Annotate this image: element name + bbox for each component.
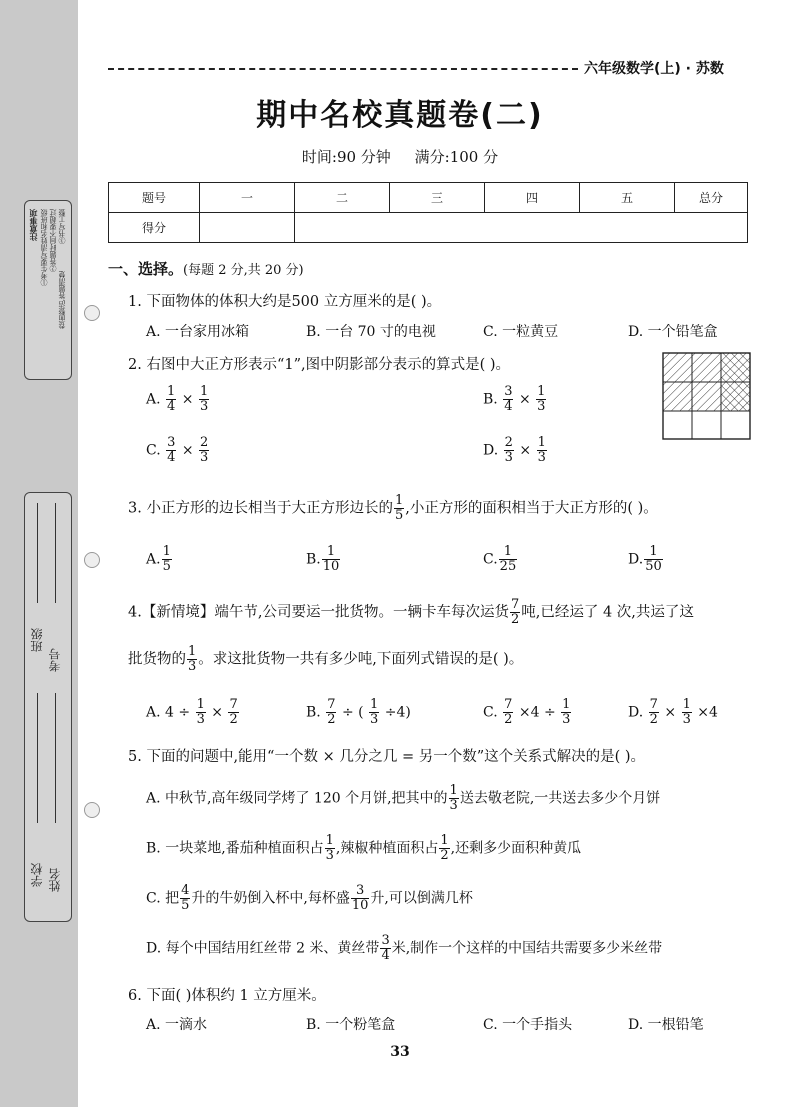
note-4: 卷面整洁,答题清楚 xyxy=(58,271,66,330)
question-4-line-2: 批货物的 $\frac{1}{3}$ 。求这批货物一共有多少吨,下面列式错误的是( )。 xyxy=(128,644,524,674)
question-5: 5. 下面的问题中,能用“一个数 × 几分之几 = 另一个数”这个关系式解决的是( )。 xyxy=(128,749,646,765)
fraction: $\frac{1}{3}$ xyxy=(537,384,546,414)
section-heading xyxy=(108,258,304,279)
new-context-tag: 【新情境】 xyxy=(141,604,215,621)
note-2: ②答题时间不要超过 xyxy=(49,209,57,272)
fraction: $\frac{3}{4}$ xyxy=(167,435,176,465)
binding-hole xyxy=(84,552,100,568)
fraction: $\frac{1}{4}$ xyxy=(167,384,176,414)
q4-option-b[interactable]: B. $\frac{7}{2}$ ÷ ( $\frac{1}{3}$ ÷4) xyxy=(306,697,411,727)
fraction: $\frac{3}{4}$ xyxy=(504,384,513,414)
table-cell: 总分 xyxy=(675,183,748,213)
student-info-box xyxy=(24,492,72,922)
table-cell: 四 xyxy=(485,183,580,213)
note-1: ①考生要写清姓名和班级 xyxy=(40,209,48,286)
table-cell: 得分 xyxy=(109,213,200,243)
question-4: 4.【新情境】端午节,公司要运一批货物。一辆卡车每次运货 $\frac{7}{2}$ 吨,已经运了 4 次,共运了这 xyxy=(128,597,694,627)
fraction: $\frac{1}{3}$ xyxy=(199,384,209,414)
question-3 xyxy=(128,494,658,523)
q6-option-c[interactable]: C. 一个手指头 xyxy=(483,1017,573,1033)
q6-option-a[interactable]: A. 一滴水 xyxy=(146,1017,208,1033)
option-label: A. xyxy=(146,391,161,408)
binding-hole xyxy=(84,802,100,818)
table-cell: 题号 xyxy=(109,183,200,213)
q1-option-b[interactable]: B. 一台 70 寸的电视 xyxy=(306,324,436,340)
score-input-cell[interactable] xyxy=(295,213,748,243)
notes-title: 注意事项 xyxy=(28,209,38,241)
q3-option-b[interactable]: B. $\frac{1}{10}$ xyxy=(306,544,340,574)
times-sign: × xyxy=(181,442,194,459)
header-rule xyxy=(108,68,578,70)
q1-option-c[interactable]: C. 一粒黄豆 xyxy=(483,324,559,340)
score-table xyxy=(108,182,748,243)
class-field-label: 班级 xyxy=(30,628,44,652)
exam-meta xyxy=(0,146,800,167)
section-note: (每题 2 分,共 20 分) xyxy=(183,263,304,278)
q3-stem-part: 3. 小正方形的边长相当于大正方形边长的 xyxy=(128,500,393,517)
q4-option-c[interactable]: C. $\frac{7}{2}$ ×4 ÷ $\frac{1}{3}$ xyxy=(483,697,571,727)
binding-hole xyxy=(84,305,100,321)
question-1: 1. 下面物体的体积大约是500 立方厘米的是( )。 xyxy=(128,294,442,310)
note-3: ③书写工整 xyxy=(58,209,66,244)
q2-option-d[interactable] xyxy=(483,436,548,465)
q5-option-a[interactable]: A. 中秋节,高年级同学烤了 120 个月饼,把其中的 $\frac{1}{3}$ 送去敬老院,一共送去多少个月饼 xyxy=(146,783,661,813)
times-sign: × xyxy=(518,391,531,408)
page-number: 33 xyxy=(390,1044,410,1060)
q1-option-a[interactable]: A. 一台家用冰箱 xyxy=(146,324,250,340)
page-title: 期中名校真题卷(二) xyxy=(256,98,544,133)
times-sign: × xyxy=(181,391,194,408)
question-2: 2. 右图中大正方形表示“1”,图中阴影部分表示的算式是( )。 xyxy=(128,357,511,373)
option-label: B. xyxy=(483,391,498,408)
series-label: 六年级数学(上) · 苏数 xyxy=(584,61,724,77)
school-field-label: 学校 xyxy=(30,863,44,887)
fraction: $\frac{1}{3}$ xyxy=(537,435,546,465)
notes-box xyxy=(24,200,72,380)
q4-option-a[interactable]: A. 4 ÷ $\frac{1}{3}$ × $\frac{7}{2}$ xyxy=(146,697,238,727)
q6-option-b[interactable]: B. 一个粉笔盒 xyxy=(306,1017,396,1033)
q1-option-d[interactable]: D. 一个铅笔盒 xyxy=(628,324,718,340)
q6-option-d[interactable]: D. 一根铅笔 xyxy=(628,1017,704,1033)
q3-option-a[interactable]: A. $\frac{1}{5}$ xyxy=(146,544,171,574)
section-title: 一、选择。 xyxy=(108,260,184,278)
q4-option-d[interactable]: D. $\frac{7}{2}$ × $\frac{1}{3}$ ×4 xyxy=(628,697,718,727)
table-cell: 五 xyxy=(580,183,675,213)
fraction: $\frac{2}{3}$ xyxy=(200,435,209,465)
table-cell: 三 xyxy=(390,183,485,213)
table-row xyxy=(109,183,748,213)
id-field-label: 考号 xyxy=(48,648,62,672)
q2-option-c[interactable] xyxy=(146,436,210,465)
table-cell: 一 xyxy=(200,183,295,213)
q3-option-c[interactable]: C. $\frac{1}{25}$ xyxy=(483,544,517,574)
score-input-cell[interactable] xyxy=(200,213,295,243)
time-limit: 时间:90 分钟 xyxy=(301,148,391,166)
q5-option-d[interactable]: D. 每个中国结用红丝带 2 米、黄丝带 $\frac{3}{4}$ 米,制作一个这样的中国结共需要多少米丝带 xyxy=(146,933,663,963)
table-cell: 二 xyxy=(295,183,390,213)
q2-option-a[interactable] xyxy=(146,385,210,414)
q5-option-c[interactable]: C. 把 $\frac{4}{5}$ 升的牛奶倒入杯中,每杯盛 $\frac{3}{10}$ 升,可以倒满几杯 xyxy=(146,883,473,913)
fraction: $\frac{2}{3}$ xyxy=(504,435,513,465)
fraction: $\frac{1}{5}$ xyxy=(394,493,404,523)
option-label: D. xyxy=(483,442,499,459)
option-label: C. xyxy=(146,442,161,459)
table-row xyxy=(109,213,748,243)
q5-option-b[interactable]: B. 一块菜地,番茄种植面积占 $\frac{1}{3}$ ,辣椒种植面积占 $\frac{1}{2}$ ,还剩多少面积种黄瓜 xyxy=(146,833,582,863)
full-score: 满分:100 分 xyxy=(414,148,499,166)
square-diagram xyxy=(662,352,752,440)
name-field-label: 姓名 xyxy=(48,868,62,892)
q3-stem-part: ,小正方形的面积相当于大正方形的( )。 xyxy=(405,500,658,517)
q3-option-d[interactable]: D. $\frac{1}{50}$ xyxy=(628,544,662,574)
times-sign: × xyxy=(519,442,532,459)
question-6: 6. 下面( )体积约 1 立方厘米。 xyxy=(128,988,326,1004)
q2-option-b[interactable] xyxy=(483,385,547,414)
